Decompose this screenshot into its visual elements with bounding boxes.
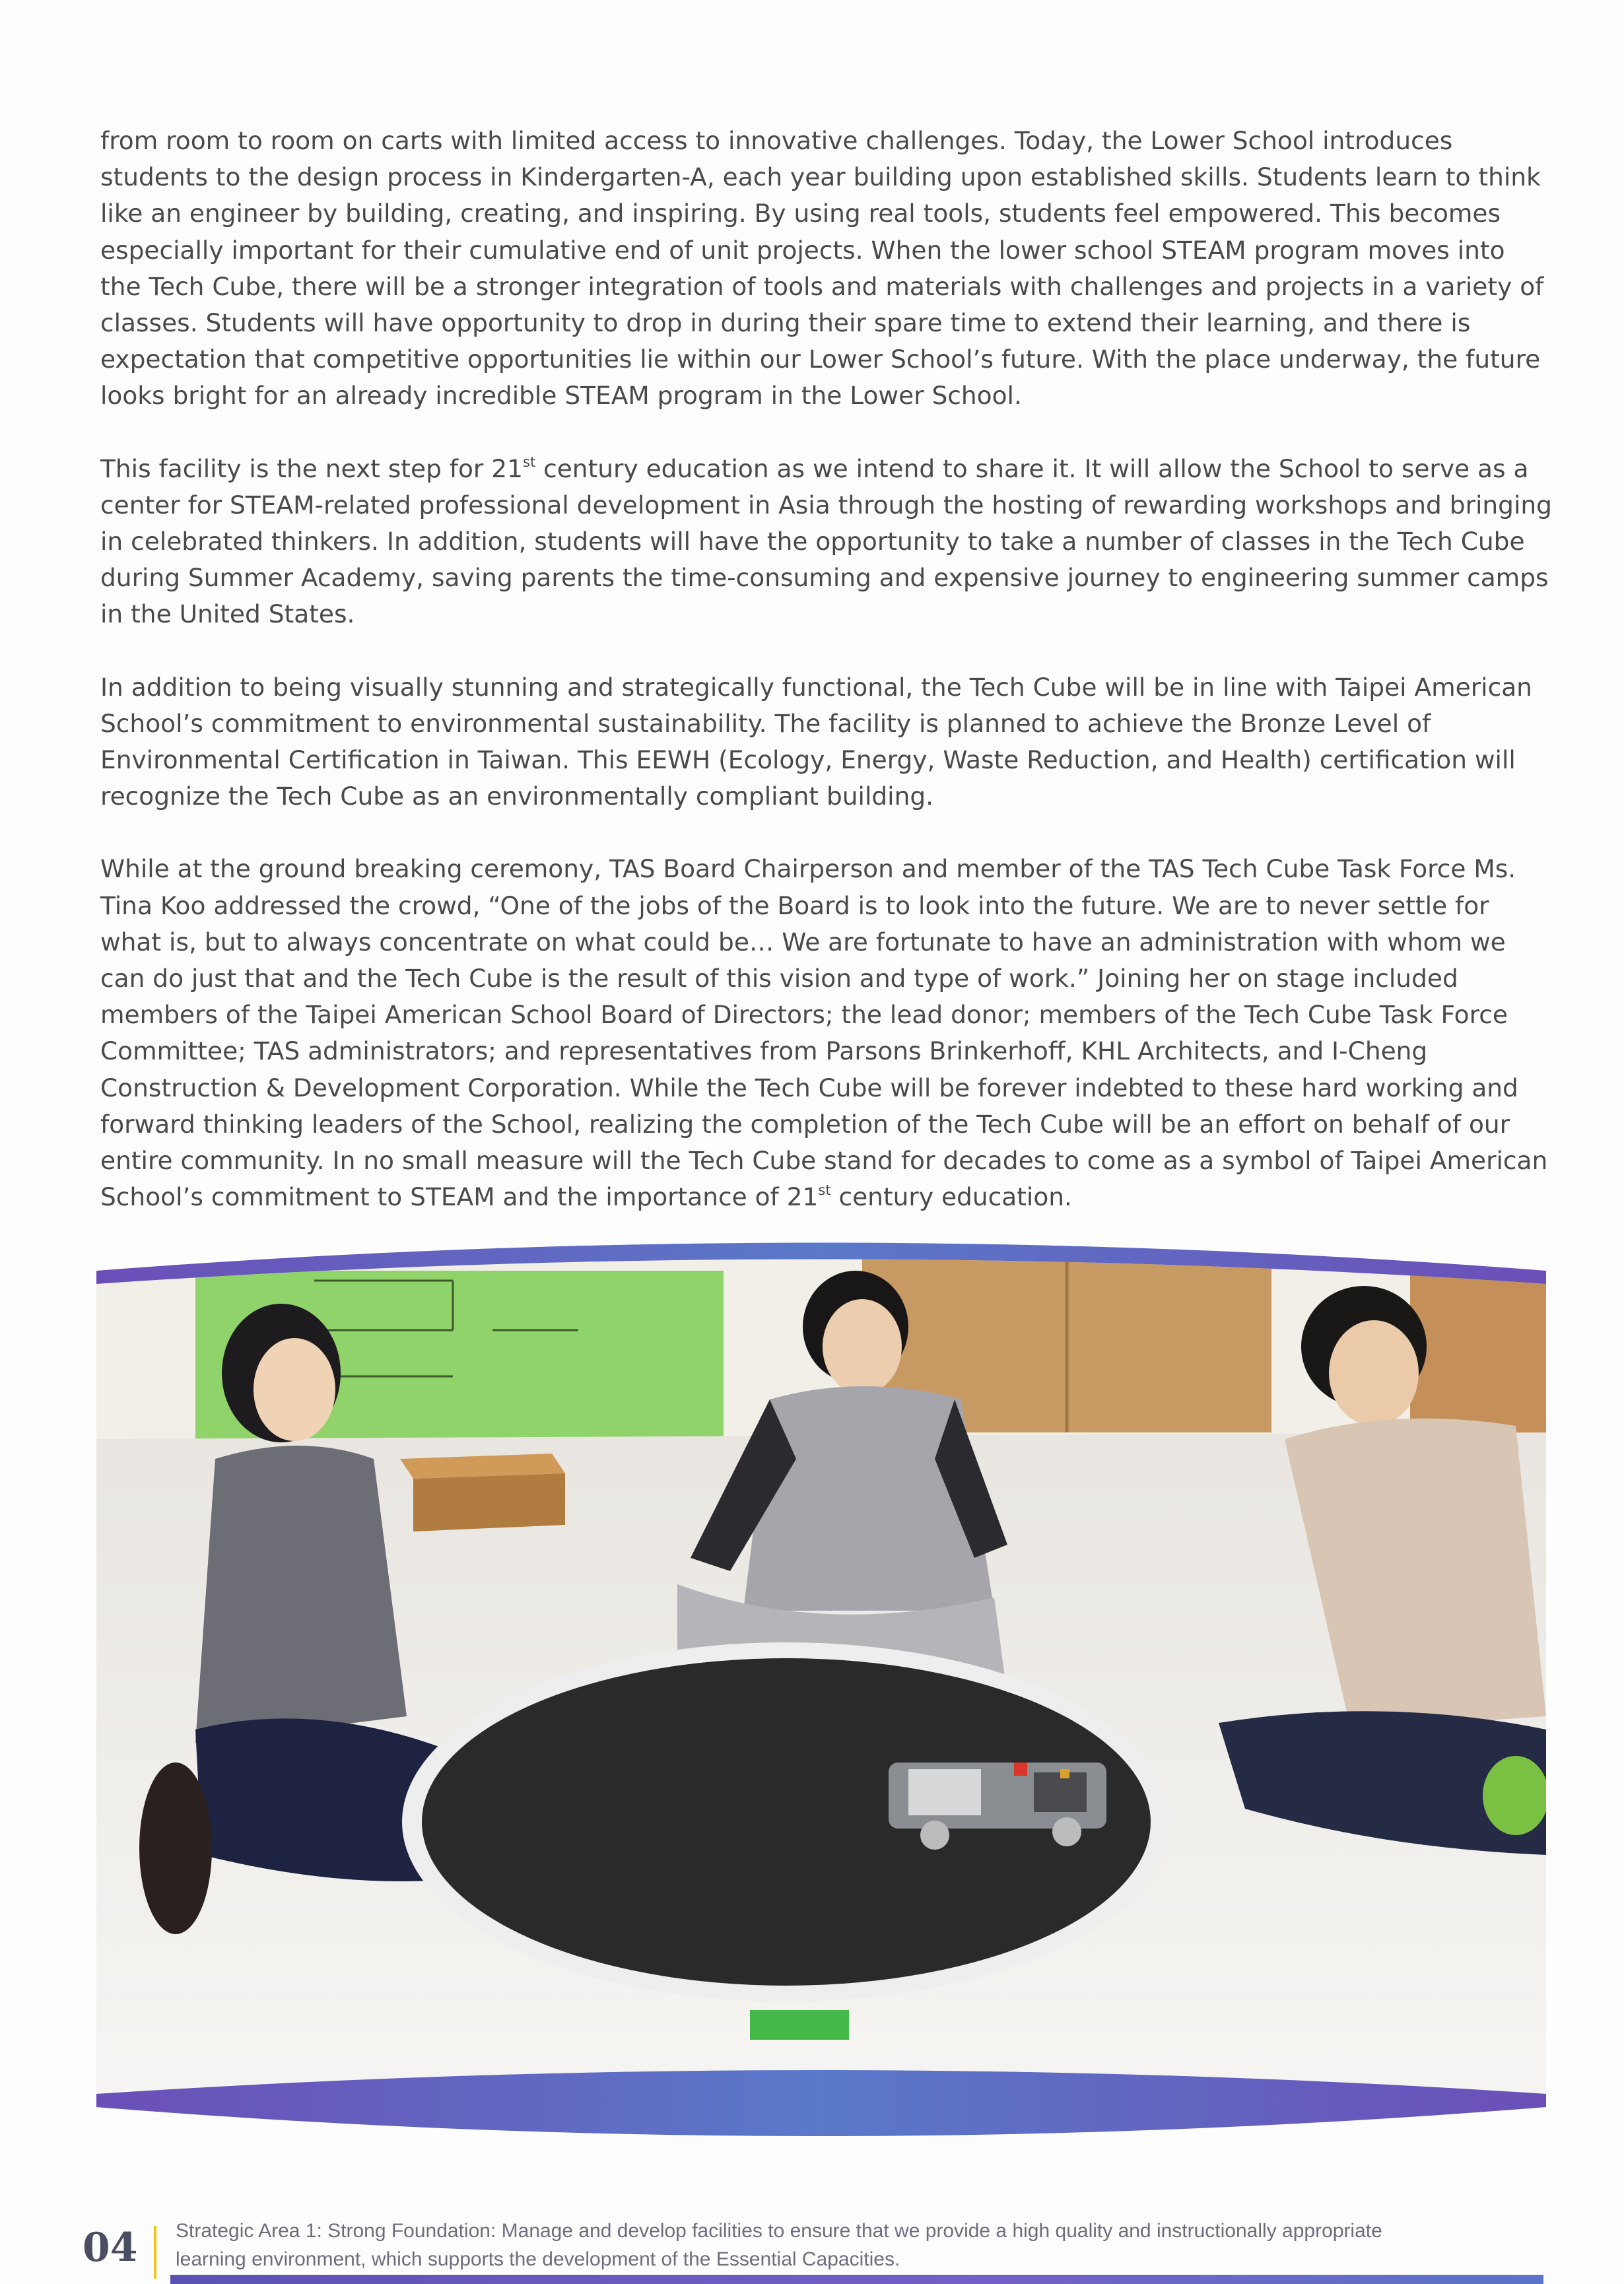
classroom-photo xyxy=(96,1241,1546,2152)
wooden-box xyxy=(413,1473,565,1531)
paragraph-2-text-a: This facility is the next step for 21 xyxy=(100,453,523,483)
paragraph-2 xyxy=(100,451,1553,633)
footer-bar xyxy=(170,2275,1543,2284)
paragraph-4-text-b: century education. xyxy=(830,1182,1072,1212)
article-body xyxy=(100,123,1553,1252)
paragraph-2-text-b: century education as we intend to share it. It will allow the School to serve as a center for STEAM-related professional development in Asia through the hosting of rewarding workshops and bringing in celebrated thinkers. In addition, students will have the opportunity to take a number of classes in the Tech Cube during Summer Academy, saving parents the time-consuming and expensive journey to engineering summer camps in the United States. xyxy=(100,453,1552,629)
paragraph-4 xyxy=(100,851,1553,1215)
footer-caption: Strategic Area 1: Strong Foundation: Manage and develop facilities to ensure that we provide a high quality and instructionally appropriate learning environment, which supports the development of the Essential Capacities. xyxy=(176,2220,1382,2270)
paragraph-3: In addition to being visually stunning and strategically functional, the Tech Cube will be in line with Taipei American School’s commitment to environmental sustainability. The facility is planned to achieve the Bronze Level of Environmental Certification in Taiwan. This EEWH (Ecology, Energy, Waste Reduction, and Health) certification will recognize the Tech Cube as an environmentally compliant building. xyxy=(100,672,1532,811)
paragraph-1: from room to room on carts with limited access to innovative challenges. Today, the Lower School introduces students to the design process in Kindergarten-A, each year building upon established skills. Students learn to think like an engineer by building, creating, and inspiring. By using real tools, students feel empowered. This becomes especially important for their cumulative end of unit projects. When the lower school STEAM program moves into the Tech Cube, there will be a stronger integration of tools and materials with challenges and projects in a variety of classes. Students will have opportunity to drop in during their spare time to extend their learning, and there is expectation that competitive opportunities lie within our Lower School’s future. With the place underway, the future looks bright for an already incredible STEAM program in the Lower School. xyxy=(100,126,1544,411)
ring-base xyxy=(750,2010,849,2040)
ordinal-suffix: st xyxy=(818,1182,831,1199)
page-number: 04 xyxy=(83,2225,138,2271)
footer-divider xyxy=(154,2226,156,2279)
ordinal-suffix: st xyxy=(523,453,536,470)
paragraph-4-text-a: While at the ground breaking ceremony, TAS Board Chairperson and member of the TAS Tech Cube Task Force Ms. Tina Koo addressed the crowd, “One of the jobs of the Board is to look into the future. We are to never settle for what is, but to always concentrate on what could be… We are fortunate to have an administration with whom we can do just that and the Tech Cube is the result of this vision and type of work.” Joining her on stage included members of the Taipei American School Board of Directors; the lead donor; members of the Tech Cube Task Force Committee; TAS administrators; and representatives from Parsons Brinkerhoff, KHL Architects, and I-Cheng Construction & Development Corporation. While the Tech Cube will be forever indebted to these hard working and forward thinking leaders of the School, realizing the completion of the Tech Cube will be an effort on behalf of our entire community. In no small measure will the Tech Cube stand for decades to come as a symbol of Taipei American School’s commitment to STEAM and the importance of 21 xyxy=(100,854,1548,1212)
photo-illustration xyxy=(96,1241,1546,2152)
